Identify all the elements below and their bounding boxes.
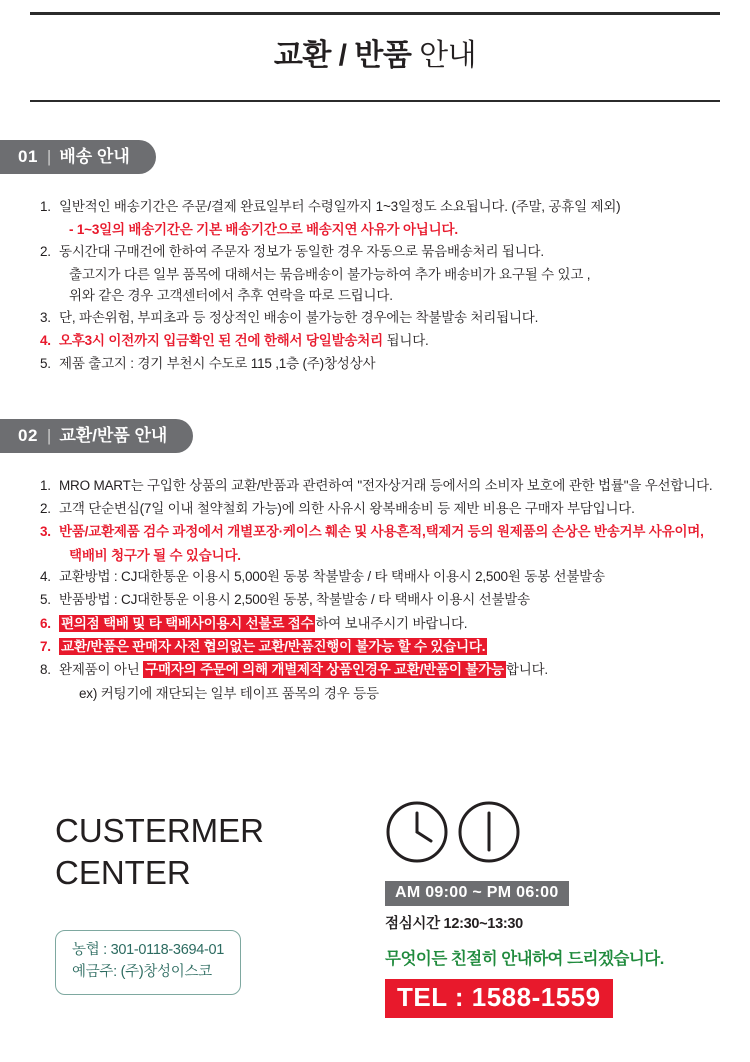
list-text: 교환방법 : CJ대한통운 이용시 5,000원 동봉 착불발송 / 타 택배사 이용시 2,500원 동봉 선불발송 [59, 568, 605, 584]
list-text [59, 636, 720, 657]
list-index: 7. [40, 638, 51, 654]
list-item [40, 498, 720, 519]
list-subtext-red: - 1~3일의 배송기간은 기본 배송기간으로 배송지연 사유가 아닙니다. [69, 222, 458, 238]
list-text-highlight: 구매자의 주문에 의해 개별제작 상품인경우 교환/반품이 불가능 [145, 662, 504, 678]
section-header-01 [0, 140, 156, 174]
list-index: 4. [40, 332, 51, 348]
list-example-text: ex) 커팅기에 재단되는 일부 테이프 품목의 경우 등등 [79, 685, 379, 701]
list-index: 4. [40, 568, 51, 584]
list-subtext-red: 택배비 청구가 될 수 있습니다. [69, 547, 241, 563]
exchange-list [30, 475, 720, 705]
section-number: 01 [18, 147, 38, 166]
list-text-lead: 완제품이 아닌 [59, 662, 144, 678]
list-item [40, 521, 720, 542]
list-index: 1. [40, 199, 51, 214]
list-text: MRO MART는 구입한 상품의 교환/반품과 관련하여 "전자상거래 등에서의 소비자 보호에 관한 법률"을 우선합니다. [59, 477, 713, 493]
customer-center-left [55, 810, 355, 995]
list-index: 6. [40, 615, 51, 631]
clock-icon [385, 800, 449, 869]
section-divider: | [46, 147, 52, 166]
list-index: 5. [40, 356, 51, 372]
title-divider [30, 100, 720, 102]
customer-center-title-line1: CUSTERMER [55, 812, 265, 849]
list-index: 3. [40, 309, 51, 325]
list-text: 동시간대 구매건에 한하여 주문자 정보가 동일한 경우 자동으로 묶음배송처리 됩니다. [59, 243, 544, 259]
list-text-highlight: 교환/반품은 판매자 사전 협의없는 교환/반품진행이 불가능 할 수 있습니다. [61, 638, 486, 654]
list-item [40, 475, 720, 496]
list-index: 8. [40, 662, 51, 678]
list-text-tail: 하여 보내주시기 바랍니다. [315, 615, 468, 631]
list-item [40, 659, 720, 680]
list-index: 1. [40, 477, 51, 493]
delivery-list [30, 196, 720, 375]
list-subtext: 위와 같은 경우 고객센터에서 추후 연락을 따로 드립니다. [69, 288, 393, 304]
customer-center-right [385, 800, 715, 1018]
section-label: 배송 안내 [59, 147, 130, 166]
list-subtext: 출고지가 다른 일부 품목에 대해서는 묶음배송이 불가능하여 추가 배송비가 요구될 수 있고 , [69, 266, 591, 282]
top-divider [30, 12, 720, 15]
lunch-hours-text: 점심시간 12:30~13:30 [385, 916, 523, 932]
list-text: 반품방법 : CJ대한통운 이용시 2,500원 동봉, 착불발송 / 타 택배사 이용시 선불발송 [59, 592, 530, 608]
list-text-tail: 됩니다. [382, 332, 429, 348]
list-item [40, 241, 720, 262]
list-text-highlight: 편의점 택배 및 타 택배사이용시 선불로 접수 [61, 615, 314, 631]
list-text-tail: 합니다. [505, 662, 548, 678]
list-text: 제품 출고지 : 경기 부천시 수도로 115 ,1층 (주)창성상사 [59, 356, 376, 372]
list-index: 2. [40, 500, 51, 516]
list-item [40, 330, 720, 351]
list-text-red: 반품/교환제품 검수 과정에서 개별포장·케이스 훼손 및 사용흔적,택제거 등의 원제품의 손상은 반송거부 사유이며, [59, 524, 704, 540]
list-item [40, 613, 720, 634]
list-index: 5. [40, 592, 51, 608]
business-hours-badge: AM 09:00 ~ PM 06:00 [385, 881, 569, 906]
section-divider: | [46, 425, 52, 445]
telephone-badge[interactable]: TEL : 1588-1559 [385, 979, 613, 1018]
list-text [59, 330, 720, 351]
section-delivery [18, 140, 720, 375]
section-label: 교환/반품 안내 [59, 425, 168, 445]
list-item [40, 636, 720, 657]
list-text-red: 오후3시 이전까지 입금확인 된 건에 한해서 당일발송처리 [59, 332, 383, 348]
page-title-light: 안내 [411, 39, 477, 72]
bank-account-number: 농협 : 301-0118-3694-01 [72, 942, 225, 959]
section-exchange-return [18, 419, 720, 705]
list-text: 일반적인 배송기간은 주문/결제 완료일부터 수령일까지 1~3일정도 소요됩니다. (주말, 공휴일 제외) [59, 199, 621, 214]
list-text: 단, 파손위험, 부피초과 등 정상적인 배송이 불가능한 경우에는 착불발송 처리됩니다. [59, 309, 539, 325]
list-item [40, 353, 720, 374]
list-text [59, 613, 720, 634]
list-text [59, 659, 720, 680]
list-text: 고객 단순변심(7일 이내 철약철회 가능)에 의한 사유시 왕복배송비 등 제반 비용은 구매자 부담입니다. [59, 500, 635, 516]
list-index: 2. [40, 243, 51, 259]
section-header-02 [0, 419, 193, 453]
list-item [40, 307, 720, 328]
page-title-bold: 교환 / 반품 [273, 39, 412, 72]
greeting-text: 무엇이든 친절히 안내하여 드리겠습니다. [385, 950, 664, 968]
clock-icons [385, 800, 715, 869]
customer-center-title [55, 810, 355, 894]
list-item [40, 589, 720, 610]
customer-center-block [0, 790, 750, 1062]
section-number: 02 [18, 425, 38, 445]
bank-account-holder: 예금주: (주)창성이스코 [72, 964, 212, 981]
list-index: 3. [40, 524, 51, 540]
clock-icon-second [457, 800, 521, 869]
customer-center-title-line2: CENTER [55, 854, 191, 892]
list-item [40, 566, 720, 587]
bank-account-box [55, 930, 241, 995]
list-item [40, 196, 720, 217]
